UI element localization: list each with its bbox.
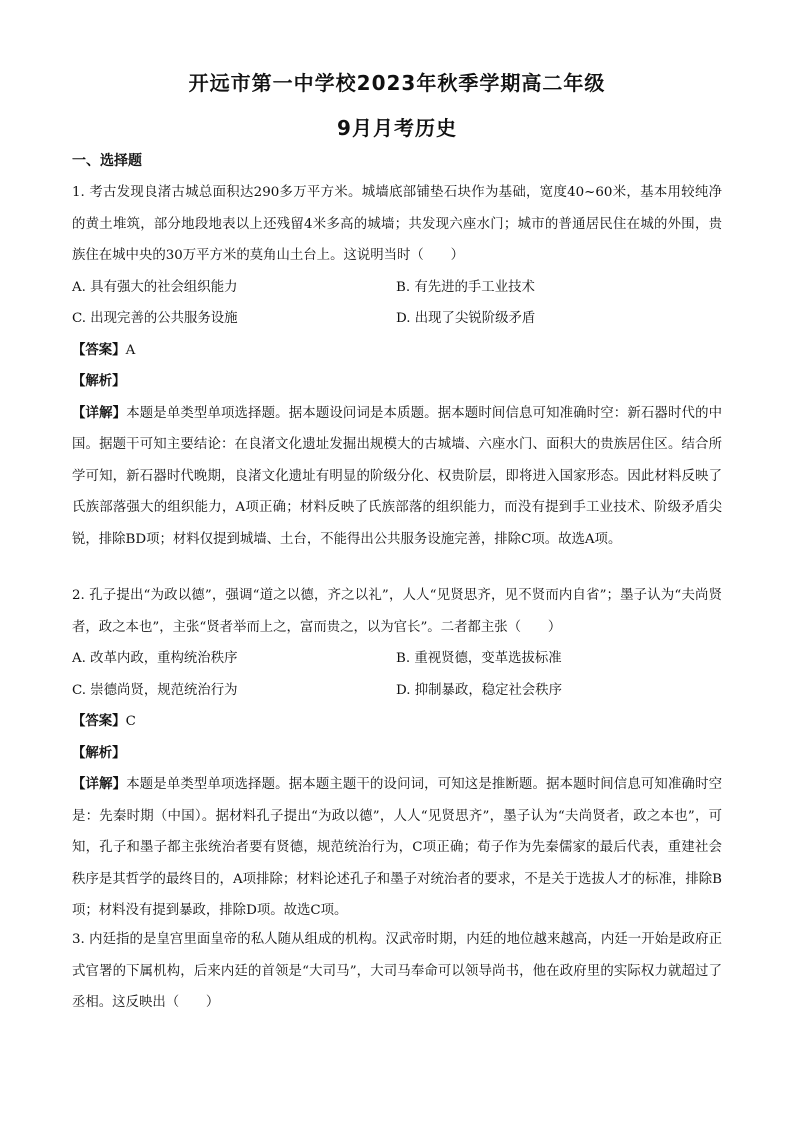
question-2-answer: [72, 706, 722, 738]
question-1-option-b: B. 有先进的手工业技术: [396, 279, 535, 295]
answer-value: C: [125, 714, 136, 729]
question-1-option-a: A. 具有强大的社会组织能力: [72, 279, 238, 295]
question-1-analysis: [72, 366, 722, 398]
analysis-tag: 【解析】: [72, 374, 126, 389]
question-2-stem: 2. 孔子提出“为政以德”，强调“道之以德，齐之以礼”，人人“见贤思齐，见不贤而内自省”；墨子认为“夫尚贤者，政之本也”，主张“贤者举而上之，富而贵之，以为官长”。二者都主张（ ）: [72, 588, 722, 635]
question-2-option-b: B. 重视贤德，变革选拔标准: [396, 651, 562, 666]
question-3-stem: 3. 内廷指的是皇宫里面皇帝的私人随从组成的机构。汉武帝时期，内廷的地位越来越高，内廷一开始是政府正式官署的下属机构，后来内廷的首领是“大司马”，大司马奉命可以领导尚书，他在政府里的实际权力就超过了丞相。这反映出（ ）: [72, 932, 722, 1010]
question-3: [72, 924, 722, 1019]
section-heading: 一、选择题: [72, 153, 142, 169]
question-2-options-row-2: [72, 675, 722, 707]
detail-tag: 【详解】: [72, 405, 127, 421]
answer-value: A: [125, 342, 136, 358]
detail-tag: 【详解】: [72, 777, 127, 792]
question-1: [72, 177, 722, 555]
question-1-detail: [72, 398, 722, 556]
question-2-option-d: D. 抑制暴政，稳定社会秩序: [396, 682, 563, 698]
question-1-options-row-1: [72, 272, 722, 304]
question-2-option-a: A. 改革内政，重构统治秩序: [72, 651, 238, 666]
question-1-answer: [72, 335, 722, 367]
question-1-option-d: D. 出现了尖锐阶级矛盾: [396, 311, 536, 326]
detail-text: 本题是单类型单项选择题。据本题主题干的设问词，可知这是推断题。据本题时间信息可知准确时空是：先秦时期（中国）。据材料孔子提出“为政以德”，人人“见贤思齐”，墨子认为“夫尚贤者，政之本也”，可知，孔子和墨子都主张统治者要有贤德，规范统治行为，C项正确；荀子作为先秦儒家的最后代表，重建社会秩序是其哲学的最终目的，A项排除；材料论述孔子和墨子对统治者的要求，不是关于选拔人才的标准，排除B项；材料没有提到暴政，排除D项。故选C项。: [72, 777, 723, 918]
document-title: 开远市第一中学校2023年秋季学期高二年级: [188, 71, 606, 95]
question-2-analysis: [72, 738, 722, 770]
document-subtitle: 9月月考历史: [337, 116, 457, 140]
answer-tag: 【答案】: [72, 714, 126, 729]
question-2-detail: [72, 769, 722, 927]
question-2-options-row-1: [72, 643, 722, 675]
question-1-stem: 1. 考古发现良渚古城总面积达290多万平方米。城墙底部铺垫石块作为基础，宽度40~60米，基本用较纯净的黄土堆筑，部分地段地表以上还残留4米多高的城墙；共发现六座水门；城市的普通居民住在城的外围，贵族住在城中央的30万平方米的莫角山土台上。这说明当时（ ）: [72, 185, 722, 263]
question-2: [72, 580, 722, 927]
question-1-option-c: C. 出现完善的公共服务设施: [72, 311, 238, 326]
question-1-options-row-2: [72, 303, 722, 335]
answer-tag: 【答案】: [72, 342, 126, 358]
analysis-tag: 【解析】: [72, 745, 126, 761]
question-2-option-c: C. 崇德尚贤，规范统治行为: [72, 682, 238, 698]
detail-text: 本题是单类型单项选择题。据本题设问词是本质题。据本题时间信息可知准确时空：新石器时代的中国。据题干可知主要结论：在良渚文化遗址发掘出规模大的古城墙、六座水门、面积大的贵族居住区。结合所学可知，新石器时代晚期，良渚文化遗址有明显的阶级分化、权贵阶层，即将进入国家形态。因此材料反映了氏族部落强大的组织能力，A项正确；材料反映了氏族部落的组织能力，而没有提到手工业技术、阶级矛盾尖锐，排除BD项；材料仅提到城墙、土台，不能得出公共服务设施完善，排除C项。故选A项。: [72, 405, 723, 547]
